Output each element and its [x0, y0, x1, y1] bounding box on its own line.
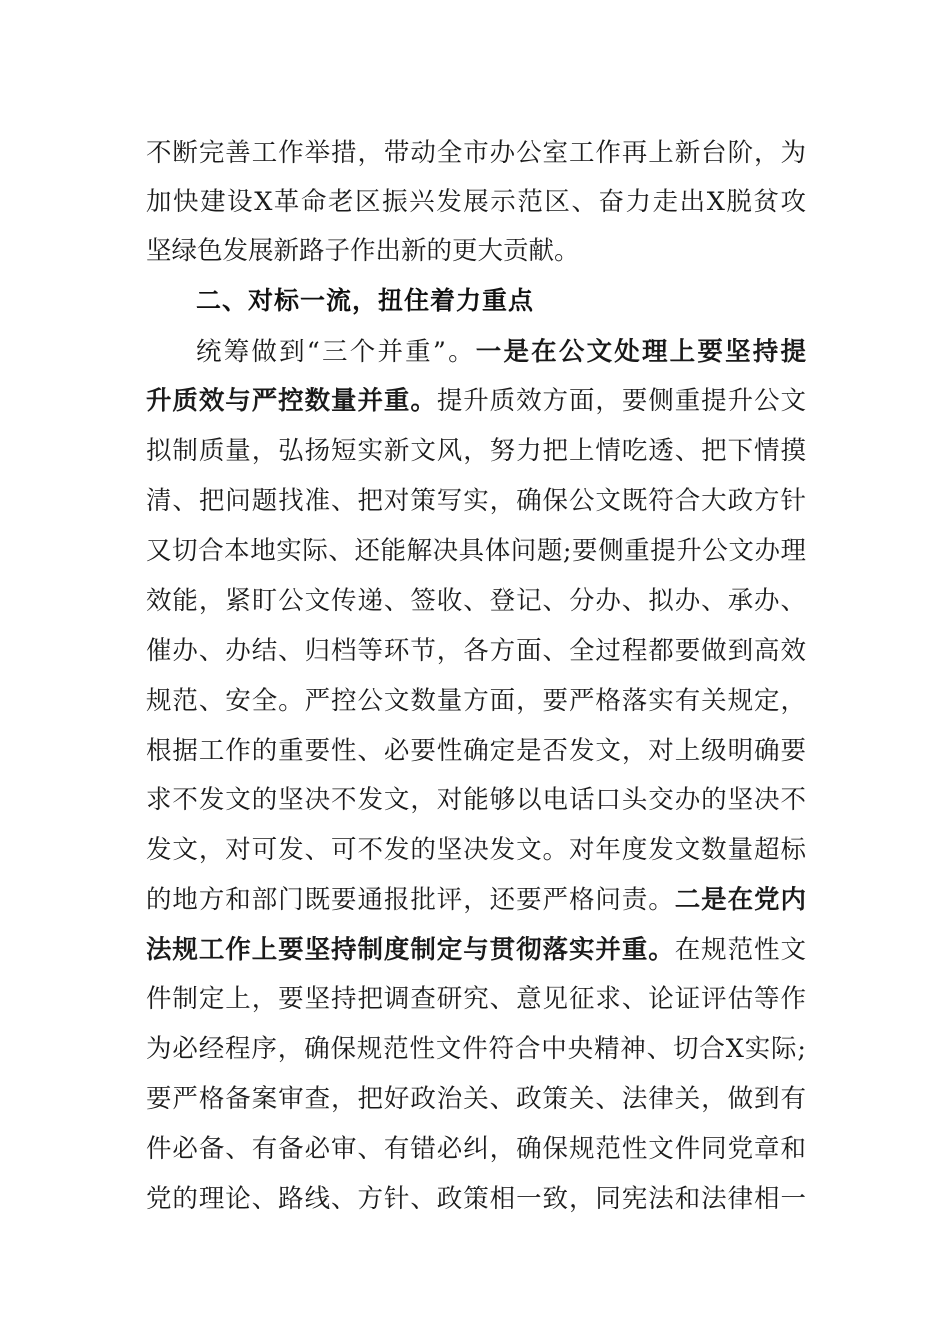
paragraph-line: 要严格备案审查，把好政治关、政策关、法律关，做到有	[146, 1084, 806, 1114]
paragraph-line: 规范、安全。严控公文数量方面，要严格落实有关规定，	[146, 686, 806, 716]
paragraph-line: 清、把问题找准、把对策写实，确保公文既符合大政方针	[146, 486, 806, 516]
section-heading: 二、对标一流，扭住着力重点	[196, 286, 535, 315]
paragraph-line: 发文，对可发、可不发的坚决发文。对年度发文数量超标	[146, 835, 806, 865]
paragraph-line: 催办、办结、归档等环节，各方面、全过程都要做到高效	[146, 636, 806, 666]
paragraph-line: 不断完善工作举措，带动全市办公室工作再上新台阶，为	[146, 138, 806, 168]
paragraph-line: 为必经程序，确保规范性文件符合中央精神、切合X实际;	[146, 1034, 806, 1064]
paragraph-line: 求不发文的坚决不发文，对能够以电话口头交办的坚决不	[146, 785, 806, 815]
paragraph-line	[146, 885, 806, 915]
paragraph-line: 坚绿色发展新路子作出新的更大贡献。	[146, 236, 580, 266]
paragraph-line	[146, 386, 806, 416]
bold-text-run: 二是在党内	[674, 885, 806, 915]
paragraph-line: 根据工作的重要性、必要性确定是否发文，对上级明确要	[146, 736, 806, 766]
text-run: 提升质效方面，要侧重提升公文	[436, 386, 806, 416]
paragraph-line: 党的理论、路线、方针、政策相一致，同宪法和法律相一	[146, 1184, 806, 1214]
bold-text-run: 升质效与严控数量并重。	[146, 386, 437, 416]
paragraph-line: 件制定上，要坚持把调查研究、意见征求、论证评估等作	[146, 984, 806, 1014]
paragraph-line: 拟制质量，弘扬短实新文风，努力把上情吃透、把下情摸	[146, 436, 806, 466]
bold-text-run: 法规工作上要坚持制度制定与贯彻落实并重。	[146, 935, 675, 965]
paragraph-line: 又切合本地实际、还能解决具体问题;要侧重提升公文办理	[146, 536, 806, 566]
paragraph-line	[146, 935, 806, 965]
text-run: 的地方和部门既要通报批评，还要严格问责。	[146, 885, 675, 915]
paragraph-line: 件必备、有备必审、有错必纠，确保规范性文件同党章和	[146, 1134, 806, 1164]
text-run: 在规范性文	[674, 935, 806, 965]
text-run: 统筹做到“三个并重”。	[196, 337, 476, 367]
paragraph-line	[196, 337, 806, 367]
paragraph-line: 效能，紧盯公文传递、签收、登记、分办、拟办、承办、	[146, 586, 806, 616]
bold-text-run: 一是在公文处理上要坚持提	[475, 337, 806, 367]
paragraph-line: 加快建设X革命老区振兴发展示范区、奋力走出X脱贫攻	[146, 187, 806, 217]
